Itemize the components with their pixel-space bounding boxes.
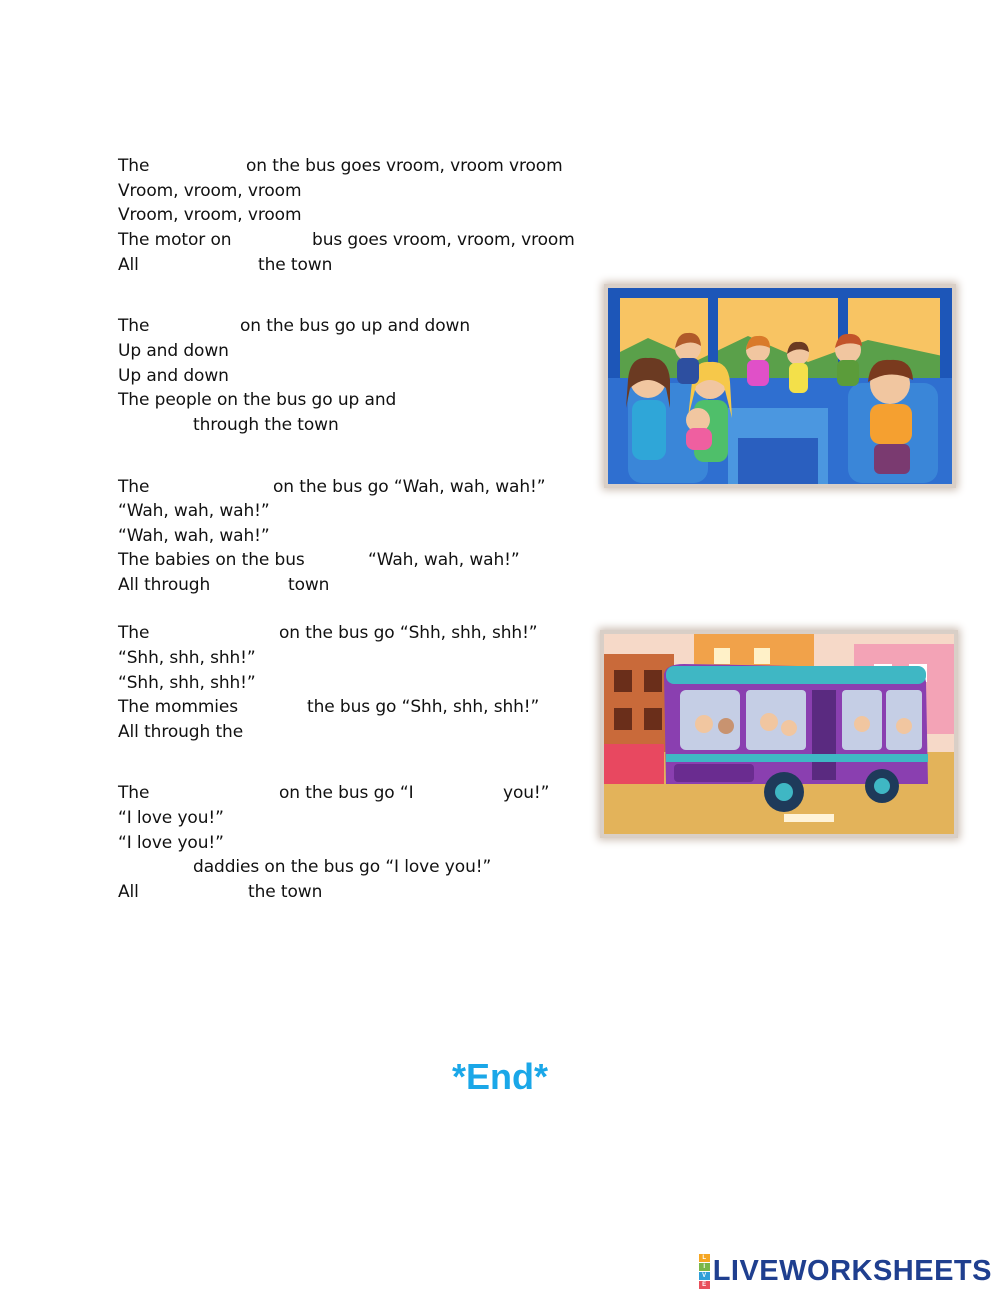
lyric-text: “Wah, wah, wah!”	[368, 550, 520, 570]
lyric-text: “Shh, shh, shh!”	[118, 648, 256, 668]
lyric-text: bus goes vroom, vroom, vroom	[312, 230, 575, 250]
lyric-text: All through the	[118, 722, 244, 742]
answer-blank[interactable]	[144, 255, 254, 275]
logo-letter: E	[699, 1281, 710, 1289]
lyric-text: The people on the bus go up and	[118, 390, 397, 410]
lyric-text: you!”	[503, 783, 550, 803]
lyric-text: The	[118, 316, 150, 336]
answer-blank[interactable]	[294, 550, 366, 570]
lyric-text: All through	[118, 575, 211, 595]
lyric-text: “I love you!”	[118, 808, 224, 828]
lyric-text: The babies on the bus	[118, 550, 305, 570]
lyric-text: on the bus go “I	[279, 783, 414, 803]
liveworksheets-logo-icon	[699, 1254, 710, 1289]
answer-blank[interactable]	[210, 575, 286, 595]
answer-blank[interactable]	[234, 697, 304, 717]
lyric-text: the town	[248, 882, 323, 902]
purple-bus-illustration	[604, 634, 954, 834]
lyric-text: on the bus go “Wah, wah, wah!”	[273, 477, 546, 497]
lyric-text: on the bus go “Shh, shh, shh!”	[279, 623, 538, 643]
lyric-text: “Shh, shh, shh!”	[118, 673, 256, 693]
answer-blank[interactable]	[242, 722, 352, 742]
answer-blank[interactable]	[412, 783, 502, 803]
lyric-text: on the bus go up and down	[240, 316, 471, 336]
lyric-text: The motor on	[118, 230, 232, 250]
liveworksheets-brand[interactable]	[699, 1254, 992, 1288]
answer-blank[interactable]	[152, 477, 270, 497]
lyric-text: Up and down	[118, 366, 229, 386]
answer-blank[interactable]	[144, 882, 244, 902]
answer-blank[interactable]	[152, 783, 276, 803]
answer-blank[interactable]	[152, 623, 276, 643]
lyric-text: The	[118, 156, 150, 176]
logo-letter: L	[699, 1254, 710, 1262]
lyric-text: the bus go “Shh, shh, shh!”	[307, 697, 540, 717]
bus-interior-illustration	[608, 288, 952, 484]
lyric-text: All	[118, 882, 139, 902]
lyric-text: “I love you!”	[118, 833, 224, 853]
end-heading: *End*	[451, 1056, 548, 1097]
answer-blank[interactable]	[118, 415, 190, 435]
lyric-text: on the bus goes vroom, vroom vroom	[246, 156, 563, 176]
brand-text: LIVEWORKSHEETS	[712, 1254, 992, 1287]
answer-blank[interactable]	[152, 316, 238, 336]
lyric-text: Up and down	[118, 341, 229, 361]
answer-blank[interactable]	[118, 857, 190, 877]
lyric-text: The	[118, 477, 150, 497]
logo-letter: V	[699, 1272, 710, 1280]
lyric-text: daddies on the bus go “I love you!”	[193, 857, 492, 877]
lyric-text: Vroom, vroom, vroom	[118, 181, 302, 201]
lyric-text: the town	[258, 255, 333, 275]
answer-blank[interactable]	[152, 156, 242, 176]
answer-blank[interactable]	[234, 230, 310, 250]
lyric-text: The	[118, 783, 150, 803]
lyric-text: The	[118, 623, 150, 643]
lyric-text: The mommies	[118, 697, 239, 717]
logo-letter: I	[699, 1263, 710, 1271]
lyric-text: through the town	[193, 415, 339, 435]
lyric-text: “Wah, wah, wah!”	[118, 526, 270, 546]
lyric-text: All	[118, 255, 139, 275]
lyric-text: town	[288, 575, 330, 595]
lyric-text: “Wah, wah, wah!”	[118, 501, 270, 521]
lyric-text: Vroom, vroom, vroom	[118, 205, 302, 225]
